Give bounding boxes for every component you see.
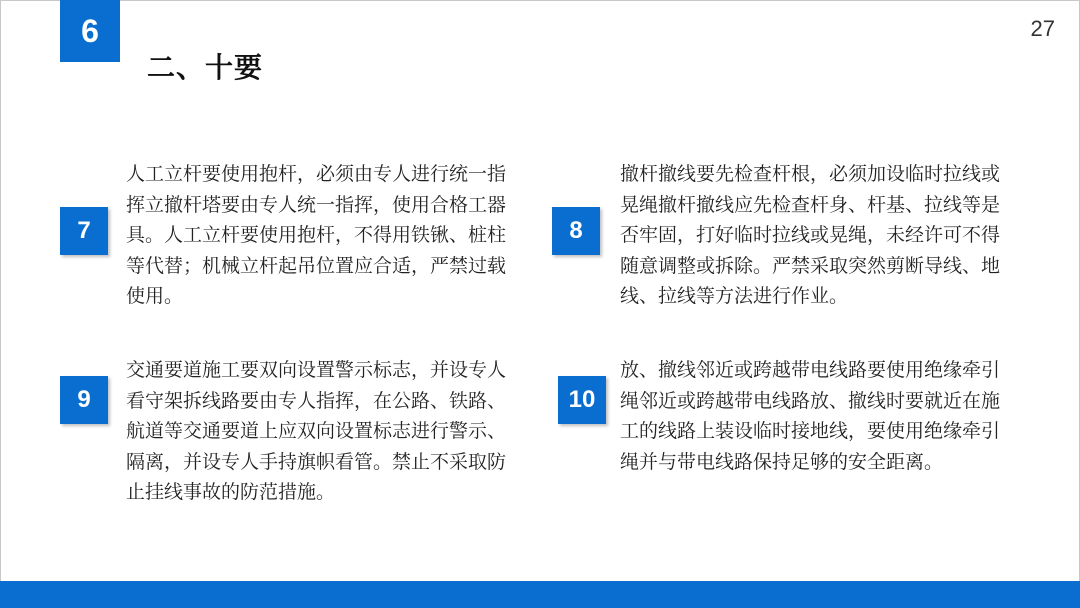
item-text: 人工立杆要使用抱杆，必须由专人进行统一指挥立撤杆塔要由专人统一指挥，使用合格工器具。人工立杆要使用抱杆，不得用铁锹、桩柱等代替；机械立杆起吊位置应合适，严禁过载使用。 [126, 163, 507, 307]
footer-bar [0, 581, 1080, 608]
item-text: 撤杆撤线要先检查杆根，必须加设临时拉线或晃绳撤杆撤线应先检查杆身、杆基、拉线等是否牢固，打好临时拉线或晃绳，未经许可不得随意调整或拆除。严禁采取突然剪断导线、地线、拉线等方法进行作业。 [620, 163, 1001, 307]
page-title: 二、十要 [147, 51, 264, 84]
item-number-badge: 10 [558, 376, 606, 424]
item-number-badge: 7 [60, 207, 108, 255]
page-number: 27 [1030, 16, 1055, 41]
item-text: 交通要道施工要双向设置警示标志，并设专人看守架拆线路要由专人指挥，在公路、铁路、航道等交通要道上应双向设置标志进行警示、隔离，并设专人手持旗帜看管。禁止不采取防止挂线事故的防范措施。 [126, 359, 507, 503]
item-text: 放、撤线邻近或跨越带电线路要使用绝缘牵引绳邻近或跨越带电线路放、撤线时要就近在施工的线路上装设临时接地线，要使用绝缘牵引绳并与带电线路保持足够的安全距离。 [620, 359, 1001, 473]
item-number-badge: 9 [60, 376, 108, 424]
section-number-badge: 6 [60, 0, 120, 62]
item-number-badge: 8 [552, 207, 600, 255]
